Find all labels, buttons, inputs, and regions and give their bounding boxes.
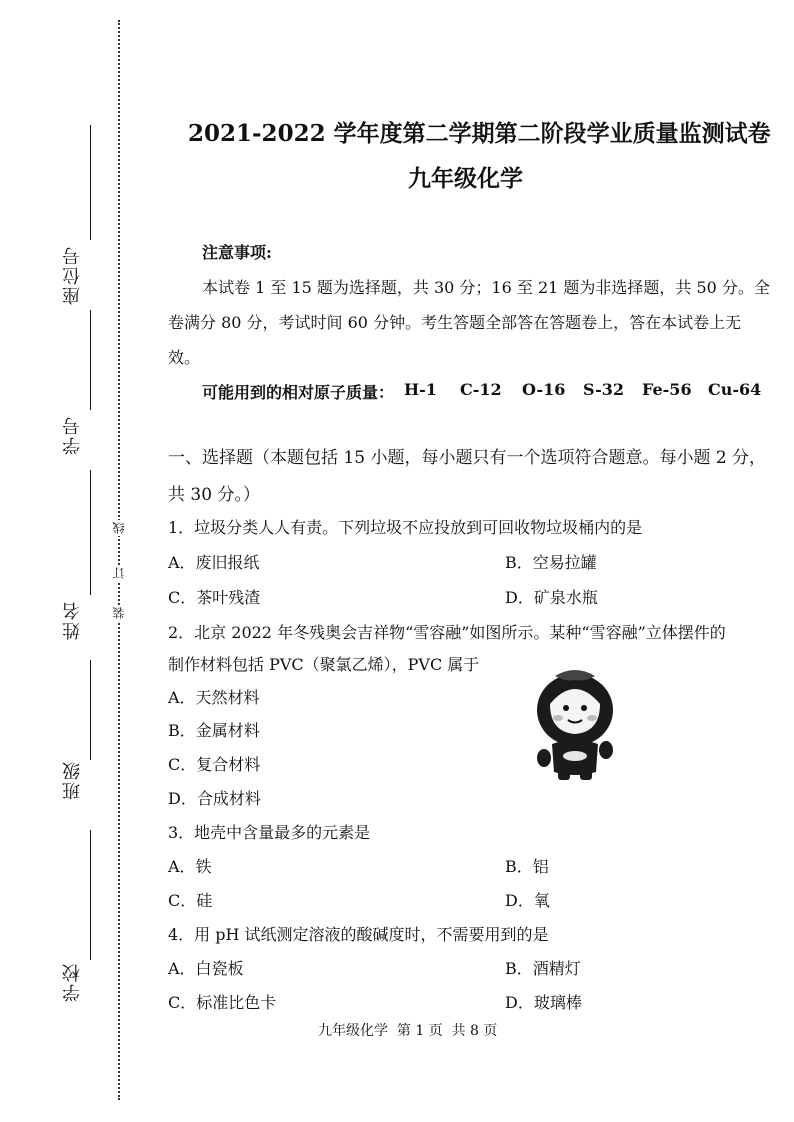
- mascot-right-arm: [599, 741, 613, 759]
- question-2-stem-line-1: 2．北京 2022 年冬残奥会吉祥物“雪容融”如图所示。某种“雪容融”立体摆件的: [168, 623, 726, 642]
- question-4-option-c: C．标准比色卡: [168, 993, 277, 1012]
- mascot-left-eye: [563, 705, 569, 711]
- atomic-mass-s: S-32: [583, 380, 625, 399]
- notes-line-3: 效。: [168, 348, 201, 367]
- question-1-option-a: A．废旧报纸: [168, 553, 260, 572]
- atomic-mass-o: O-16: [522, 380, 566, 399]
- question-4-option-d: D．玻璃棒: [505, 993, 582, 1012]
- atomic-mass-c: C-12: [460, 380, 502, 399]
- question-2-option-d: D．合成材料: [168, 789, 261, 808]
- binding-mark-zhuang: 装: [112, 607, 126, 619]
- question-2-stem-line-2: 制作材料包括 PVC（聚氯乙烯），PVC 属于: [168, 655, 480, 674]
- mascot-left-arm: [537, 749, 551, 767]
- mascot-badge: [563, 751, 587, 761]
- seat-number-label: 座位号: [62, 245, 83, 305]
- atomic-mass-cu: Cu-64: [708, 380, 762, 399]
- question-3-option-b: B．铝: [505, 857, 549, 876]
- question-2-option-a: A．天然材料: [168, 688, 260, 707]
- atomic-mass-fe: Fe-56: [642, 380, 692, 399]
- question-3-stem: 3．地壳中含量最多的元素是: [168, 823, 371, 842]
- question-3-option-d: D．氧: [505, 891, 550, 910]
- question-1-option-c: C．茶叶残渣: [168, 588, 261, 607]
- exam-title: 2021-2022 学年度第二学期第二阶段学业质量监测试卷: [188, 120, 771, 147]
- name-line: [90, 470, 91, 595]
- mascot-right-eye: [581, 705, 587, 711]
- binding-mark-xian: 线: [112, 522, 126, 534]
- notes-heading: 注意事项:: [202, 243, 272, 262]
- mascot-illustration: [530, 662, 620, 782]
- mascot-left-cheek: [553, 715, 563, 721]
- class-line: [90, 660, 91, 760]
- question-3-option-a: A．铁: [168, 857, 212, 876]
- question-4-option-b: B．酒精灯: [505, 959, 581, 978]
- question-4-stem: 4．用 pH 试纸测定溶液的酸碱度时，不需要用到的是: [168, 925, 549, 944]
- section-1-heading: 一、选择题（本题包括 15 小题，每小题只有一个选项符合题意。每小题 2 分，: [168, 448, 767, 468]
- question-2-option-b: B．金属材料: [168, 721, 260, 740]
- mascot-right-foot: [580, 770, 592, 780]
- question-1-option-b: B．空易拉罐: [505, 553, 597, 572]
- name-label: 姓名: [62, 600, 83, 640]
- mascot-left-foot: [558, 770, 570, 780]
- page-footer: 九年级化学 第 1 页 共 8 页: [318, 1023, 498, 1039]
- school-line: [90, 830, 91, 960]
- exam-subtitle: 九年级化学: [408, 165, 523, 192]
- question-2-option-c: C．复合材料: [168, 755, 261, 774]
- atomic-mass-h: H-1: [404, 380, 437, 399]
- student-id-line: [90, 310, 91, 410]
- class-label: 班级: [62, 760, 83, 800]
- student-id-label: 学号: [62, 415, 83, 455]
- atomic-mass-label: 可能用到的相对原子质量：: [202, 383, 395, 402]
- seat-number-line: [90, 125, 91, 240]
- question-4-option-a: A．白瓷板: [168, 959, 244, 978]
- binding-dotted-line: [118, 20, 120, 1100]
- question-1-stem: 1．垃圾分类人人有责。下列垃圾不应投放到可回收物垃圾桶内的是: [168, 518, 643, 537]
- notes-line-2: 卷满分 80 分，考试时间 60 分钟。考生答题全部答在答题卷上，答在本试卷上无: [168, 313, 742, 332]
- binding-mark-ding: 订: [112, 567, 126, 579]
- mascot-right-cheek: [587, 715, 597, 721]
- notes-line-1: 本试卷 1 至 15 题为选择题，共 30 分；16 至 21 题为非选择题，共 50 分。全: [202, 278, 770, 297]
- section-1-heading-cont: 共 30 分。）: [168, 485, 260, 505]
- school-label: 学校: [62, 962, 83, 1002]
- question-3-option-c: C．硅: [168, 891, 213, 910]
- question-1-option-d: D．矿泉水瓶: [505, 588, 598, 607]
